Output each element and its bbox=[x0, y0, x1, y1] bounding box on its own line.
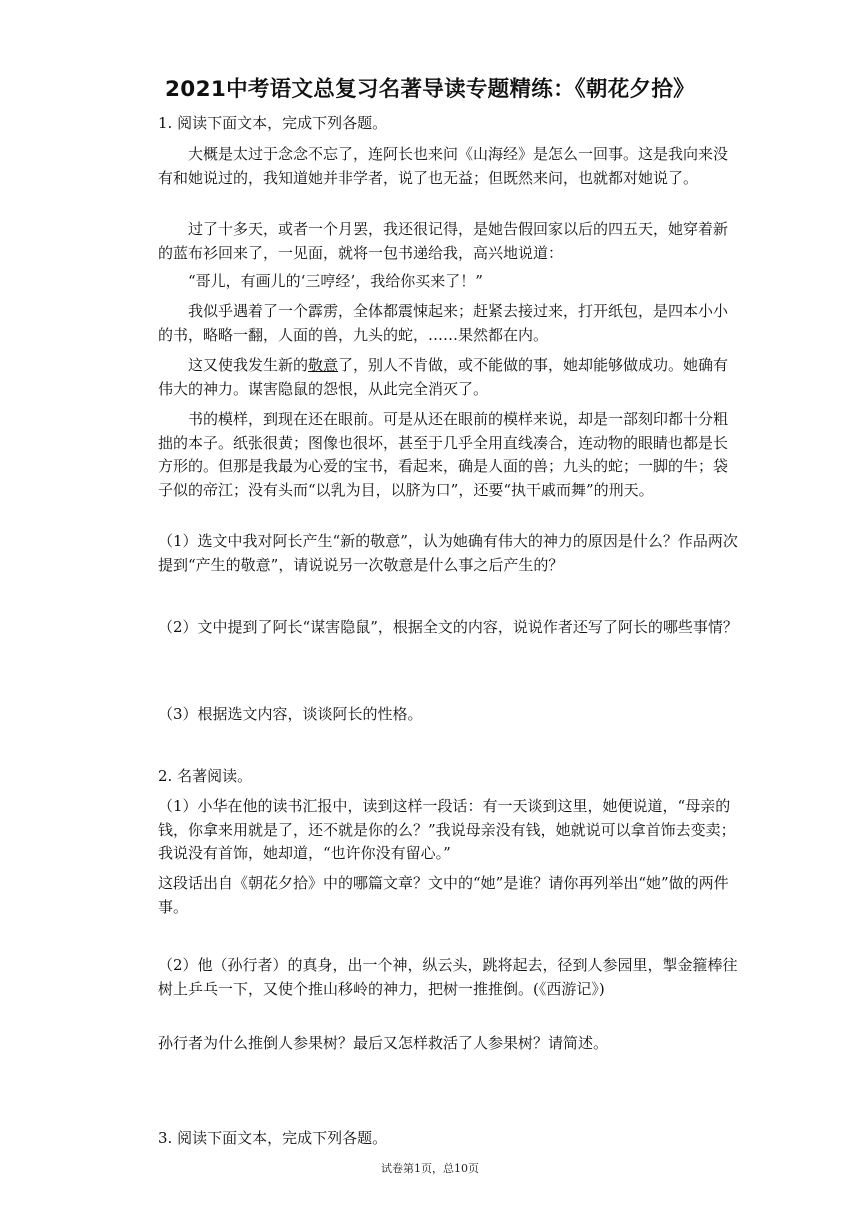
q2-subquestion-2: （2）他（孙行者）的真身，出一个神，纵云头，跳将起去，径到人参园里，掣金箍棒往树上乒乓一下，又使个推山移岭的神力，把树一推推倒。(《西游记》) bbox=[158, 956, 738, 998]
q1-paragraph-1: 大概是太过于念念不忘了，连阿长也来问《山海经》是怎么一回事。这是我向来没有和她说过的，我知道她并非学者，说了也无益；但既然来问，也就都对她说了。 bbox=[158, 145, 729, 187]
q1-subquestion-1: （1）选文中我对阿长产生“新的敬意”，认为她确有伟大的神力的原因是什么？作品两次提到“产生的敬意”，请说说另一次敬意是什么事之后产生的？ bbox=[158, 532, 738, 574]
q1-paragraph-6: 书的模样，到现在还在眼前。可是从还在眼前的模样来说，却是一部刻印都十分粗拙的本子。纸张很黄；图像也很坏，甚至于几乎全用直线凑合，连动物的眼睛也都是长方形的。但那是我最为心爱的宝书，看起来，确是人面的兽；九头的蛇；一脚的牛；袋子似的帝江；没有头而“以乳为目，以脐为口”，还要“执干戚而舞”的刑天。 bbox=[158, 410, 729, 499]
q1-subquestion-3: （3）根据选文内容，谈谈阿长的性格。 bbox=[158, 705, 423, 723]
q1-subquestion-2: （2）文中提到了阿长“谋害隐鼠”，根据全文的内容，说说作者还写了阿长的哪些事情？ bbox=[158, 618, 738, 636]
q1-paragraph-2: 过了十多天，或者一个月罢，我还很记得，是她告假回家以后的四五天，她穿着新的蓝布衫回来了，一见面，就将一包书递给我，高兴地说道： bbox=[158, 220, 729, 262]
page-footer: 试卷第1页，总10页 bbox=[381, 1162, 479, 1175]
underlined-term: 敬意 bbox=[308, 356, 339, 374]
q1-paragraph-3: “哥儿，有画儿的‘三哼经’，我给你买来了！” bbox=[188, 272, 483, 290]
q2-subquestion-1: （1）小华在他的读书汇报中，读到这样一段话：有一天谈到这里，她便说道，“母亲的钱，你拿来用就是了，还不就是你的么？”我说母亲没有钱，她就说可以拿首饰去变卖；我说没有首饰，她却道，“也许你没有留心。” bbox=[158, 797, 736, 862]
q2-heading: 2. 名著阅读。 bbox=[158, 767, 253, 785]
q3-heading: 3. 阅读下面文本，完成下列各题。 bbox=[158, 1129, 388, 1147]
q1-paragraph-5: 这又使我发生新的敬意了，别人不肯做，或不能做的事，她却能够做成功。她确有伟大的神力。谋害隐鼠的怨恨，从此完全消灭了。 bbox=[158, 356, 729, 398]
page-title: 2021中考语文总复习名著导读专题精练：《朝花夕拾》 bbox=[165, 77, 695, 102]
q1-paragraph-4: 我似乎遇着了一个霹雳，全体都震悚起来；赶紧去接过来，打开纸包，是四本小小的书，略略一翻，人面的兽，九头的蛇，……果然都在内。 bbox=[158, 302, 729, 344]
q2-subquestion-1-question: 这段话出自《朝花夕拾》中的哪篇文章？文中的“她”是谁？请你再列举出“她”做的两件事。 bbox=[158, 874, 729, 916]
q1-heading: 1. 阅读下面文本，完成下列各题。 bbox=[158, 114, 388, 132]
q2-subquestion-2-question: 孙行者为什么推倒人参果树？最后又怎样救活了人参果树？请简述。 bbox=[158, 1034, 609, 1052]
